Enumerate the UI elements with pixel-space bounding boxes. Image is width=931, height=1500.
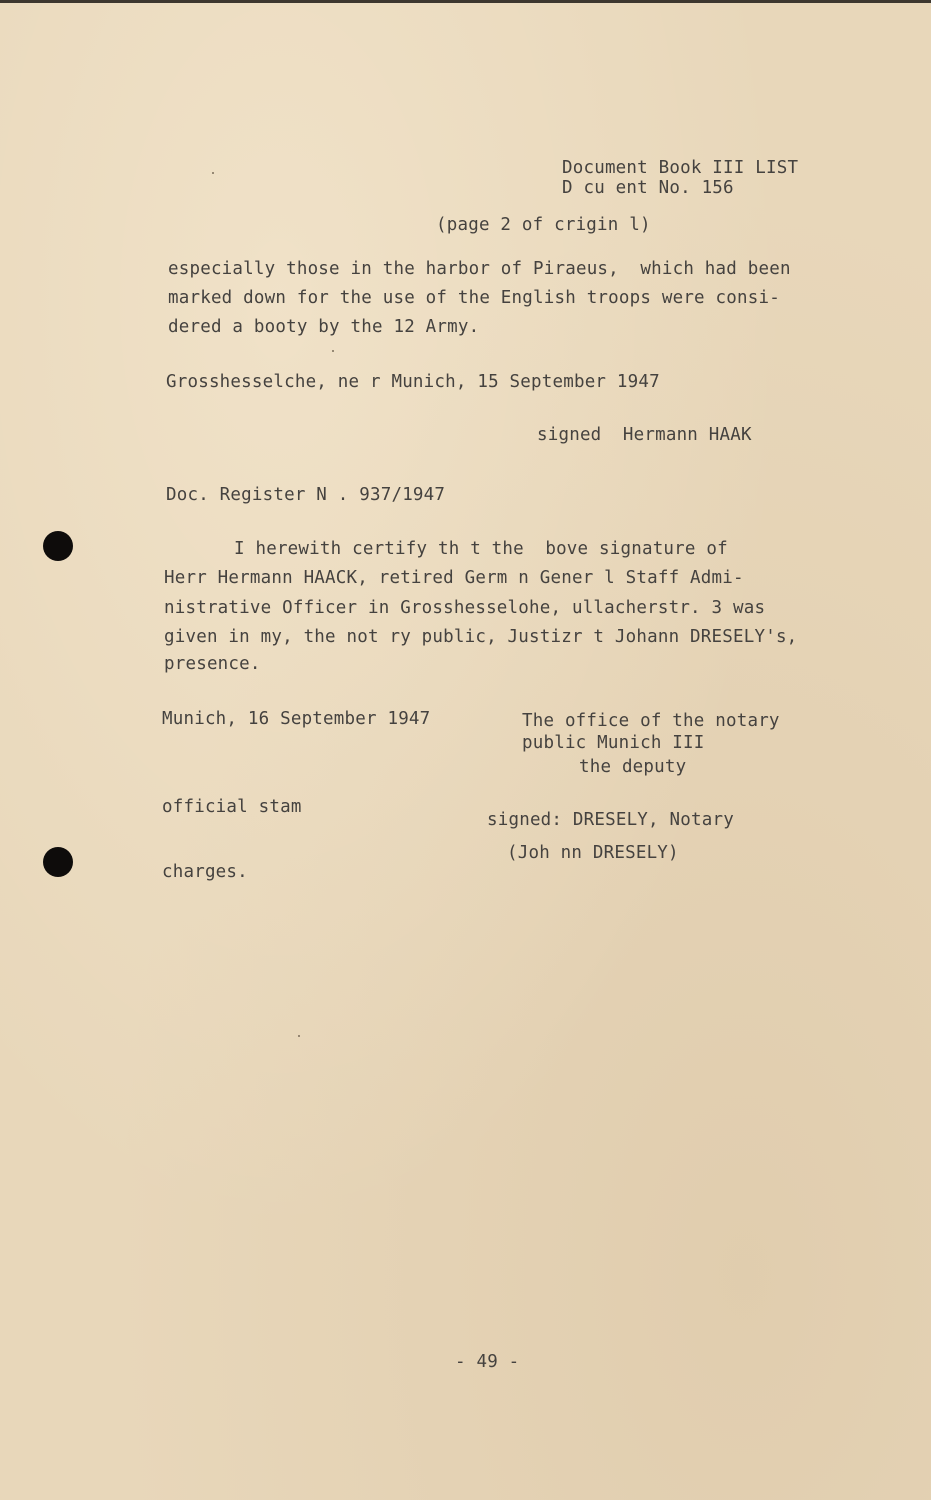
certification-line-2: Herr Hermann HAACK, retired Germ n Gener l Staff Admi-: [164, 568, 744, 588]
notary-office-line-2: public Munich III: [522, 733, 705, 753]
punch-hole-top: [43, 531, 73, 561]
certification-line-5: presence.: [164, 654, 261, 674]
page-of-original: (page 2 of crigin l): [436, 215, 651, 235]
notary-deputy: the deputy: [579, 757, 687, 777]
body-line-3: dered a booty by the 12 Army.: [168, 317, 480, 337]
document-book-title: Document Book III LIST: [562, 158, 799, 178]
paper-speck: [212, 172, 214, 174]
page-number: - 49 -: [455, 1352, 520, 1372]
body-line-2: marked down for the use of the English troops were consi-: [168, 288, 780, 308]
certification-line-4: given in my, the not ry public, Justizr t Johann DRESELY's,: [164, 627, 798, 647]
signature-line: signed Hermann HAAK: [537, 425, 752, 445]
paper-speck: [332, 350, 334, 352]
paper-speck: [298, 1035, 300, 1037]
place-date-line: Grosshesselche, ne r Munich, 15 September 1947: [166, 372, 660, 392]
notary-office-line-1: The office of the notary: [522, 711, 780, 731]
body-line-1: especially those in the harbor of Piraeus, which had been: [168, 259, 791, 279]
register-line: Doc. Register N . 937/1947: [166, 485, 446, 505]
punch-hole-bottom: [43, 847, 73, 877]
document-number: D cu ent No. 156: [562, 178, 734, 198]
top-edge: [0, 0, 931, 3]
certification-line-1: I herewith certify th t the bove signature of: [234, 539, 728, 559]
certification-line-3: nistrative Officer in Grosshesselohe, ullacherstr. 3 was: [164, 598, 766, 618]
notary-date: Munich, 16 September 1947: [162, 709, 431, 729]
official-stamp-label: official stam: [162, 797, 302, 817]
notary-name-line: (Joh nn DRESELY): [507, 843, 679, 863]
charges-label: charges.: [162, 862, 248, 882]
notary-signed-line: signed: DRESELY, Notary: [487, 810, 734, 830]
